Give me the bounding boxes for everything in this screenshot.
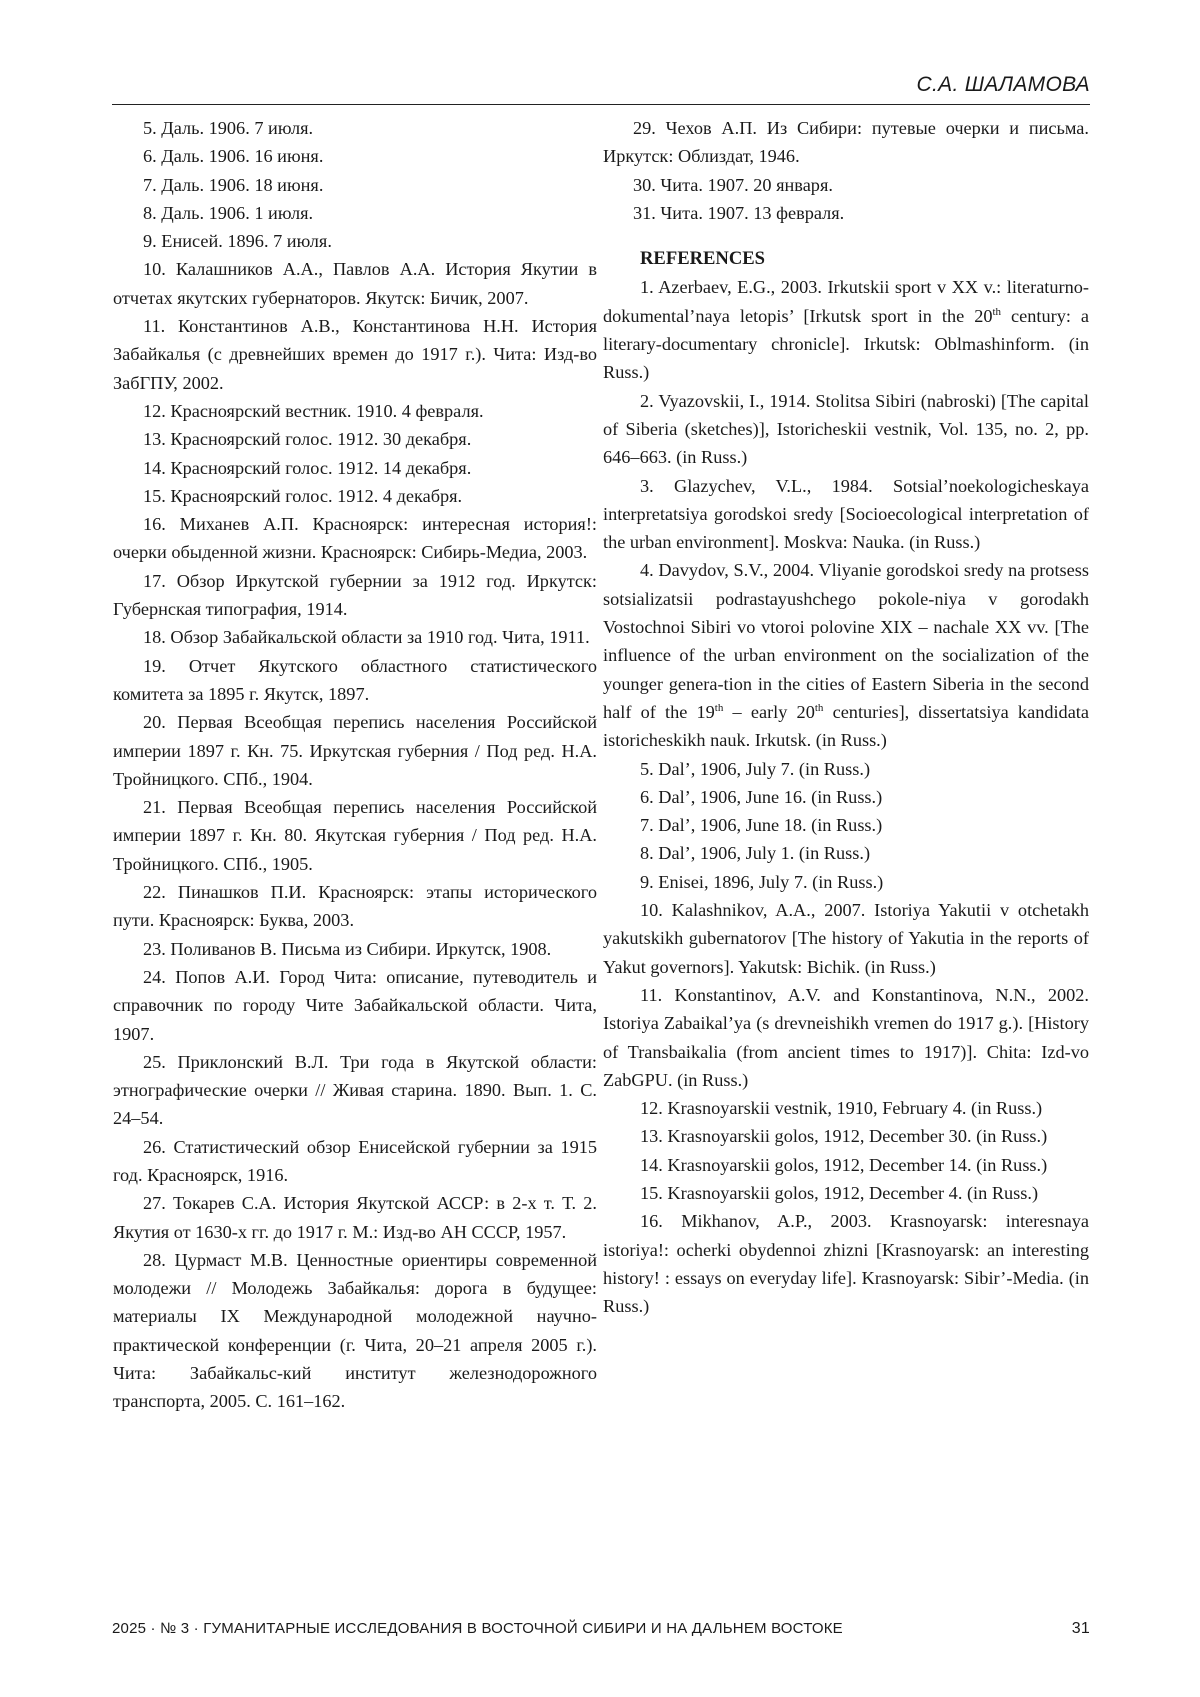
reference-item: 8. Dal’, 1906, July 1. (in Russ.) [640,843,871,864]
reference-item: 19. Отчет Якутского областного статистического комитета за 1895 г. Якутск, 1897. [113,655,597,704]
reference-item [603,556,1089,754]
reference-item: 25. Приклонский В.Л. Три года в Якутской области: этнографические очерки // Живая старина. 1890. Вып. 1. С. 24–54. [113,1051,597,1129]
reference-item: 12. Красноярский вестник. 1910. 4 февраля. [143,400,484,421]
reference-item: 15. Krasnoyarskii golos, 1912, December 4. (in Russ.) [640,1182,1039,1203]
reference-item: 22. Пинашков П.И. Красноярск: этапы исторического пути. Красноярск: Буква, 2003. [113,882,597,931]
running-head [112,68,1090,105]
reference-item: 31. Чита. 1907. 13 февраля. [633,202,845,223]
reference-item: 14. Красноярский голос. 1912. 14 декабря. [143,457,472,478]
reference-item: 8. Даль. 1906. 1 июля. [143,202,314,223]
ref-text: – early 20 [723,701,815,722]
reference-item: 14. Krasnoyarskii golos, 1912, December 14. (in Russ.) [640,1154,1048,1175]
journal-title: 2025 · № 3 · ГУМАНИТАРНЫЕ ИССЛЕДОВАНИЯ В ВОСТОЧНОЙ СИБИРИ И НА ДАЛЬНЕМ ВОСТОКЕ [112,1620,843,1637]
reference-item: 21. Первая Всеобщая перепись населения Российской империи 1897 г. Кн. 80. Якутская губерния / Под ред. Н.А. Тройницкого. СПб., 1905. [113,797,597,874]
reference-item: 5. Даль. 1906. 7 июля. [143,118,314,138]
reference-item: 23. Поливанов В. Письма из Сибири. Иркутск, 1908. [143,938,552,959]
reference-item: 11. Константинов А.В., Константинова Н.Н. История Забайкалья (с древнейших времен до 1917 г.). Чита: Изд-во ЗабГПУ, 2002. [113,316,597,393]
ref-text: 1. Azerbaev, E.G., 2003. Irkutskii sport v XX v.: literaturno-dokumental’naya letopis’ [Irkutsk sport in the 20 [603,277,1089,326]
superscript: th [814,701,824,714]
reference-item: 7. Даль. 1906. 18 июня. [143,174,324,195]
reference-item: 30. Чита. 1907. 20 января. [633,174,833,195]
page-number: 31 [1071,1620,1090,1637]
reference-item: 7. Dal’, 1906, June 18. (in Russ.) [640,815,883,836]
reference-item: 13. Krasnoyarskii golos, 1912, December 30. (in Russ.) [640,1126,1048,1147]
author-name: С.А. ШАЛАМОВА [916,73,1090,96]
reference-item: 27. Токарев С.А. История Якутской АССР: в 2-х т. Т. 2. Якутия от 1630-х гг. до 1917 г. М.: Изд-во АН СССР, 1957. [113,1193,597,1242]
references-heading: REFERENCES [640,248,766,270]
reference-item: 13. Красноярский голос. 1912. 30 декабря. [143,429,472,450]
reference-item: 26. Статистический обзор Енисейской губернии за 1915 год. Красноярск, 1916. [113,1136,597,1185]
reference-item: 9. Енисей. 1896. 7 июля. [143,231,332,252]
superscript: th [992,305,1002,318]
right-column [603,114,1089,1320]
ref-text: century: a literary-documentary chronicle]. Irkutsk: Oblmashinform. (in Russ.) [603,305,1089,383]
left-column [113,114,597,1416]
ref-text: 4. Davydov, S.V., 2004. Vliyanie gorodskoi sredy na protsess sotsializatsii podrastayushchego pokole-niya v gorodakh Vostochnoi Sibiri vo vtoroi polovine XIX – nachale XX vv. [The influence of the urban environment on the socialization of the younger genera-tion in the cities of Eastern Siberia in the second half of the 19 [603,560,1089,722]
reference-item: 29. Чехов А.П. Из Сибири: путевые очерки и письма. Иркутск: Облиздат, 1946. [603,118,1089,167]
reference-item: 6. Даль. 1906. 16 июня. [143,146,324,167]
reference-item: 3. Glazychev, V.L., 1984. Sotsial’noekologicheskaya interpretatsiya gorodskoi sredy [Socioecological interpretation of the urban environment]. Moskva: Nauka. (in Russ.) [603,475,1089,553]
reference-item: 16. Миханев А.П. Красноярск: интересная история!: очерки обыденной жизни. Красноярск: Сибирь-Медиа, 2003. [113,514,597,563]
reference-item: 10. Kalashnikov, A.A., 2007. Istoriya Yakutii v otchetakh yakutskikh gubernatorov [The history of Yakutia in the reports of Yakut governors]. Yakutsk: Bichik. (in Russ.) [603,900,1089,977]
ref-text: centuries], dissertatsiya kandidata istoricheskikh nauk. Irkutsk. (in Russ.) [603,701,1090,751]
superscript: th [714,701,724,714]
reference-item: 16. Mikhanov, A.P., 2003. Krasnoyarsk: interesnaya istoriya!: ocherki obydennoi zhizni [Krasnoyarsk: an interesting history! : essays on everyday life]. Krasnoyarsk: Sibir’-Media. (in Russ.) [603,1211,1089,1317]
reference-item: 24. Попов А.И. Город Чита: описание, путеводитель и справочник по городу Чите Забайкальской области. Чита, 1907. [113,966,597,1044]
reference-item: 5. Dal’, 1906, July 7. (in Russ.) [640,758,871,779]
reference-item: 12. Krasnoyarskii vestnik, 1910, February 4. (in Russ.) [640,1098,1043,1119]
reference-item: 10. Калашников А.А., Павлов А.А. История Якутии в отчетах якутских губернаторов. Якутск: Бичик, 2007. [113,259,597,308]
reference-item [603,273,1089,386]
reference-item: 15. Красноярский голос. 1912. 4 декабря. [143,485,463,506]
reference-item: 28. Цурмаст М.В. Ценностные ориентиры современной молодежи // Молодежь Забайкалья: дорога в будущее: материалы IX Международной молодежной научно-практической конференции (г. Чита, 20–21 апреля 2005 г.). Чита: Забайкальс-кий институт железнодорожного транспорта, 2005. С. 161–162. [113,1249,597,1412]
reference-item: 11. Konstantinov, A.V. and Konstantinova, N.N., 2002. Istoriya Zabaikal’ya (s drevneishikh vremen do 1917 g.). [History of Transbaikalia (from ancient times to 1917)]. Chita: Izd-vo ZabGPU. (in Russ.) [603,984,1089,1090]
reference-item: 2. Vyazovskii, I., 1914. Stolitsa Sibiri (nabroski) [The capital of Siberia (sketches)], Istoricheskii vestnik, Vol. 135, no. 2, pp. 646–663. (in Russ.) [603,390,1089,468]
reference-item: 9. Enisei, 1896, July 7. (in Russ.) [640,871,884,892]
reference-item: 6. Dal’, 1906, June 16. (in Russ.) [640,786,883,807]
reference-item: 18. Обзор Забайкальской области за 1910 год. Чита, 1911. [143,627,590,648]
reference-item: 20. Первая Всеобщая перепись населения Российской империи 1897 г. Кн. 75. Иркутская губерния / Под ред. Н.А. Тройницкого. СПб., 1904. [113,712,597,789]
reference-item: 17. Обзор Иркутской губернии за 1912 год. Иркутск: Губернская типография, 1914. [113,570,597,620]
